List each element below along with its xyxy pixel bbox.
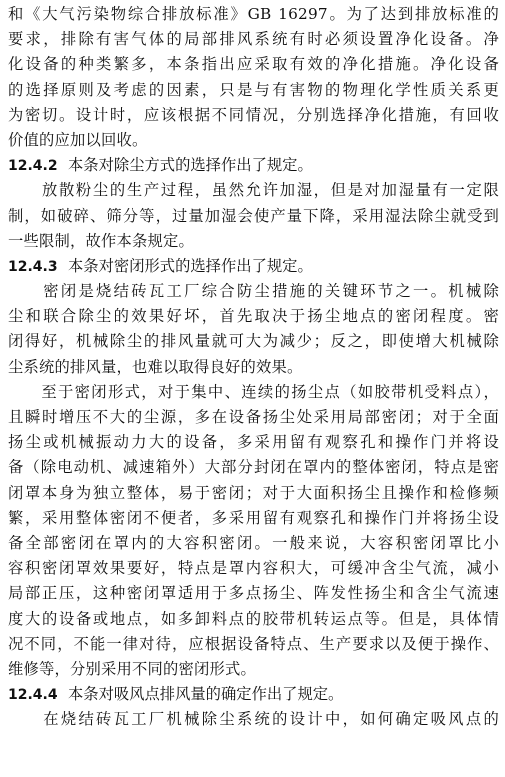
section-title: 本条对除尘方式的选择作出了规定。 bbox=[68, 156, 313, 175]
section-heading-12-4-4 bbox=[8, 682, 499, 707]
paragraph-enclosure-forms bbox=[8, 380, 499, 682]
text-line: 尘系统的排风量，也难以取得良好的效果。 bbox=[8, 357, 303, 376]
text-line: 至于密闭形式，对于集中、连续的扬尘点（如胶带机受料点）， bbox=[8, 382, 499, 401]
text-line: 的选择原则及考虑的因素，只是与有害物的物理化学性质关系更 bbox=[8, 80, 499, 99]
section-title: 本条对吸风点排风量的确定作出了规定。 bbox=[68, 685, 344, 704]
text-line: 为密切。设计时，应该根据不同情况，分别选择净化措施，有回收 bbox=[8, 105, 499, 124]
text-line: 且瞬时增压不大的尘源，多在设备扬尘处采用局部密闭；对于全面 bbox=[8, 408, 499, 426]
section-number: 12.4.4 bbox=[8, 687, 58, 704]
text-line: 度大的设备或地点，如多卸料点的胶带机转运点等。但是，具体情 bbox=[8, 609, 499, 628]
text-line: 在烧结砖瓦工厂机械除尘系统的设计中，如何确定吸风点的 bbox=[8, 710, 499, 729]
text-line: 备（除电动机、减速箱外）大部分封闭在罩内的整体密闭，特点是密 bbox=[8, 458, 499, 477]
text-line: 备全部密闭在罩内的大容积密闭。一般来说，大容积密闭罩比小 bbox=[8, 533, 499, 552]
text-line: 扬尘或机械振动力大的设备，多采用留有观察孔和操作门并将设 bbox=[8, 433, 499, 452]
text-line: 价值的应加以回收。 bbox=[8, 130, 148, 149]
text-line: 一些限制，故作本条规定。 bbox=[8, 231, 194, 250]
text-line: 容积密闭罩效果要好，特点是罩内容积大，可缓冲含尘气流，减小 bbox=[8, 559, 499, 578]
section-number: 12.4.2 bbox=[8, 158, 58, 175]
text-line: 制，如破碎、筛分等，过量加湿会使产量下降，采用湿法除尘就受到 bbox=[8, 206, 499, 225]
text-line: 况不同，不能一律对待，应根据设备特点、生产要求以及便于操作、 bbox=[8, 634, 499, 653]
text-line: 和《大气污染物综合排放标准》GB 16297。为了达到排放标准的 bbox=[8, 5, 499, 23]
section-number: 12.4.3 bbox=[8, 258, 58, 275]
text-line: 维修等，分别采用不同的密闭形式。 bbox=[8, 659, 256, 678]
section-title: 本条对密闭形式的选择作出了规定。 bbox=[68, 256, 313, 275]
section-heading-12-4-3 bbox=[8, 254, 499, 279]
text-line: 局部正压，这种密闭罩适用于多点扬尘、阵发性扬尘和含尘气流速 bbox=[8, 584, 499, 603]
text-line: 繁，采用整体密闭不便者，多采用留有观察孔和操作门并将扬尘设 bbox=[8, 508, 499, 527]
paragraph-enclosure-importance bbox=[8, 279, 499, 380]
text-line: 尘和联合除尘的效果好坏，首先取决于扬尘地点的密闭程度。密 bbox=[8, 307, 499, 326]
paragraph-dust-removal bbox=[8, 178, 499, 254]
text-line: 放散粉尘的生产过程，虽然允许加湿，但是对加湿量有一定限 bbox=[8, 181, 499, 200]
text-line: 化设备的种类繁多，本条指出应采取有效的净化措施。净化设备 bbox=[8, 55, 499, 74]
paragraph-standards bbox=[8, 2, 499, 153]
text-line: 闭罩本身为独立整体，易于密闭；对于大面积扬尘且操作和检修频 bbox=[8, 483, 499, 502]
paragraph-exhaust-volume bbox=[8, 707, 499, 732]
text-line: 闭得好，机械除尘的排风量就可大为减少；反之，即使增大机械除 bbox=[8, 332, 499, 351]
section-heading-12-4-2 bbox=[8, 153, 499, 178]
text-line: 要求，排除有害气体的局部排风系统有时必须设置净化设备。净 bbox=[8, 30, 499, 49]
text-line: 密闭是烧结砖瓦工厂综合防尘措施的关键环节之一。机械除 bbox=[8, 282, 499, 301]
